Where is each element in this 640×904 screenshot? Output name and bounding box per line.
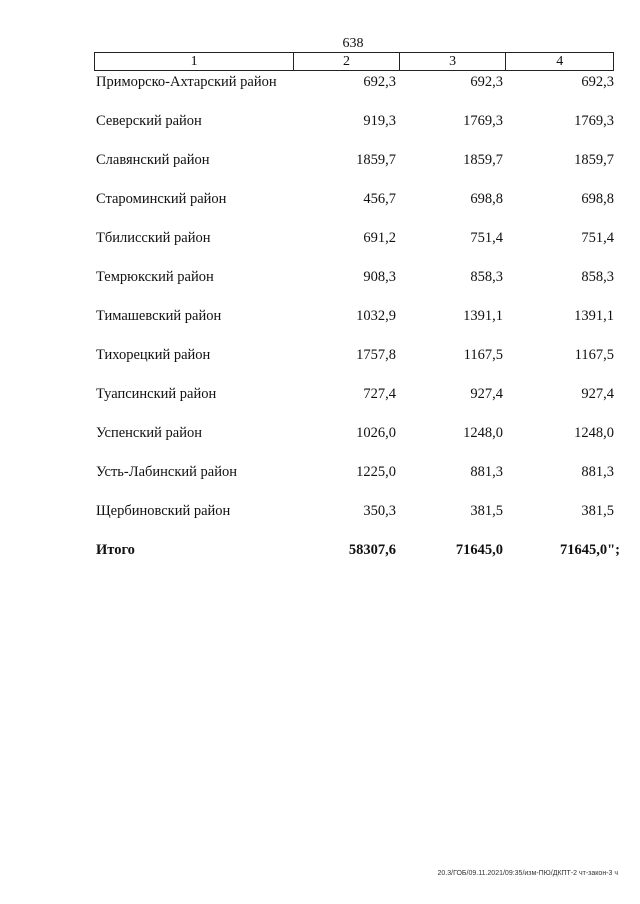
header-col-4: 4 (556, 53, 564, 69)
value-col-2: 727,4 (363, 386, 396, 402)
value-col-3: 1248,0 (463, 425, 503, 441)
district-name: Щербиновский район (96, 503, 231, 519)
value-col-4: 1859,7 (574, 152, 614, 168)
district-name: Успенский район (96, 425, 202, 441)
value-col-3: 751,4 (470, 230, 503, 246)
value-col-3: 1167,5 (463, 347, 503, 363)
value-col-2: 1032,9 (356, 308, 396, 324)
district-name: Тихорецкий район (96, 347, 211, 363)
total-col-2: 58307,6 (348, 542, 396, 558)
value-col-3: 692,3 (470, 74, 503, 90)
district-name: Северский район (96, 113, 202, 129)
total-col-3: 71645,0 (455, 542, 503, 558)
table-row (94, 111, 634, 150)
table-row (94, 423, 634, 462)
value-col-3: 881,3 (470, 464, 503, 480)
district-name: Приморско-Ахтарский район (96, 74, 277, 90)
value-col-4: 381,5 (581, 503, 614, 519)
total-row (94, 540, 634, 579)
value-col-2: 908,3 (363, 269, 396, 285)
value-col-3: 1769,3 (463, 113, 503, 129)
value-col-3: 927,4 (470, 386, 503, 402)
value-col-2: 350,3 (363, 503, 396, 519)
table-row (94, 384, 634, 423)
page-number: 638 (342, 36, 364, 51)
header-col-2: 2 (294, 53, 400, 70)
total-col-4: 71645,0"; (559, 542, 620, 558)
table-row (94, 501, 634, 540)
value-col-3: 858,3 (470, 269, 503, 285)
value-col-3: 1391,1 (463, 308, 503, 324)
value-col-3: 1859,7 (463, 152, 503, 168)
value-col-2: 1757,8 (356, 347, 396, 363)
value-col-2: 692,3 (363, 74, 396, 90)
value-col-4: 698,8 (581, 191, 614, 207)
header-col-1: 1 (95, 53, 294, 70)
table-row (94, 228, 634, 267)
value-col-2: 1026,0 (356, 425, 396, 441)
table-header (94, 52, 614, 71)
header-col-3: 3 (400, 53, 507, 70)
district-name: Туапсинский район (96, 386, 217, 402)
value-col-4: 1769,3 (574, 113, 614, 129)
district-name: Темрюкский район (96, 269, 214, 285)
table-row (94, 72, 634, 111)
table-row (94, 189, 634, 228)
document-reference: 20.3/ГОБ/09.11.2021/09:35/изм-ПЮ/ДКПТ-2 чт-закон-3 ч (437, 870, 618, 877)
value-col-4: 927,4 (581, 386, 614, 402)
district-name: Тбилисский район (96, 230, 211, 246)
table-row (94, 345, 634, 384)
value-col-4: 692,3 (581, 74, 614, 90)
district-name: Староминский район (96, 191, 227, 207)
district-name: Славянский район (96, 152, 210, 168)
total-label: Итого (96, 542, 135, 558)
value-col-3: 381,5 (470, 503, 503, 519)
value-col-2: 691,2 (363, 230, 396, 246)
value-col-4: 751,4 (581, 230, 614, 246)
table-row (94, 150, 634, 189)
table-row (94, 267, 634, 306)
table-body (94, 72, 634, 579)
value-col-4: 1391,1 (574, 308, 614, 324)
value-col-4: 858,3 (581, 269, 614, 285)
value-col-4: 881,3 (581, 464, 614, 480)
value-col-2: 456,7 (363, 191, 396, 207)
table-row (94, 306, 634, 345)
table-row (94, 462, 634, 501)
value-col-3: 698,8 (470, 191, 503, 207)
value-col-2: 1859,7 (356, 152, 396, 168)
district-name: Усть-Лабинский район (96, 464, 237, 480)
district-name: Тимашевский район (96, 308, 222, 324)
value-col-2: 1225,0 (356, 464, 396, 480)
value-col-2: 919,3 (363, 113, 396, 129)
value-col-4: 1248,0 (574, 425, 614, 441)
value-col-4: 1167,5 (574, 347, 614, 363)
